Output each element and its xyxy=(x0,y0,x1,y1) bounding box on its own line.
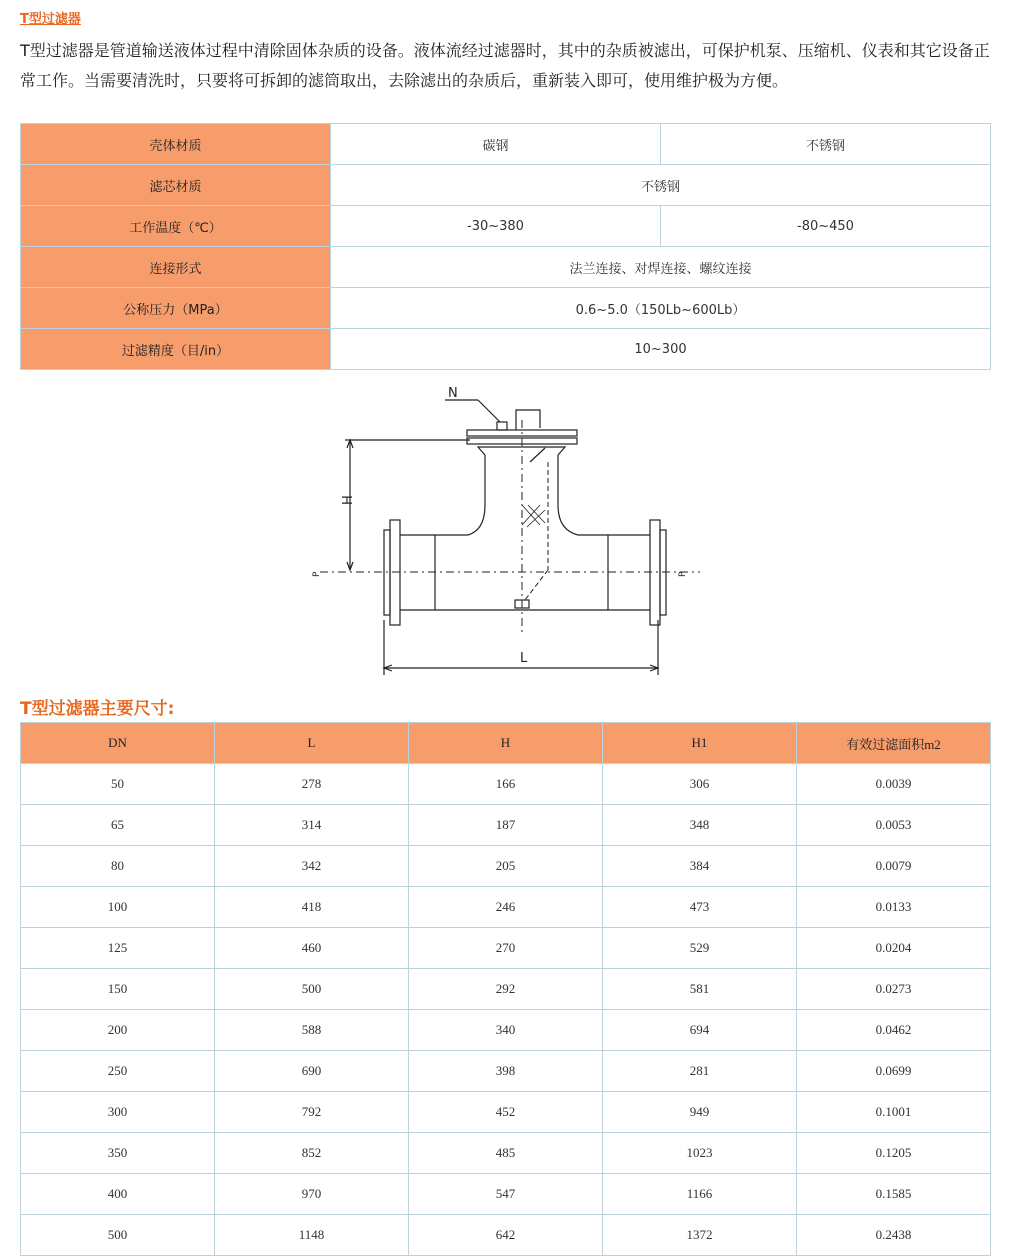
table-cell: 342 xyxy=(215,846,409,887)
column-header: DN xyxy=(21,723,215,764)
table-cell: 452 xyxy=(409,1092,603,1133)
table-cell: 0.1205 xyxy=(797,1133,991,1174)
spec-value: 碳钢 xyxy=(331,124,661,165)
table-cell: 588 xyxy=(215,1010,409,1051)
table-cell: 1148 xyxy=(215,1215,409,1256)
table-row xyxy=(21,764,991,805)
table-cell: 166 xyxy=(409,764,603,805)
table-cell: 694 xyxy=(603,1010,797,1051)
table-row xyxy=(21,928,991,969)
table-cell: 400 xyxy=(21,1174,215,1215)
table-cell: 1023 xyxy=(603,1133,797,1174)
table-cell: 690 xyxy=(215,1051,409,1092)
table-cell: 0.0462 xyxy=(797,1010,991,1051)
table-row xyxy=(21,887,991,928)
table-row xyxy=(21,1215,991,1256)
table-row xyxy=(21,1010,991,1051)
table-cell: 340 xyxy=(409,1010,603,1051)
table-cell: 50 xyxy=(21,764,215,805)
spec-row-shell xyxy=(21,124,991,165)
table-cell: 1166 xyxy=(603,1174,797,1215)
spec-value: -30~380 xyxy=(331,206,661,247)
table-cell: 529 xyxy=(603,928,797,969)
spec-label: 公称压力（MPa） xyxy=(21,288,331,329)
body-right-curve xyxy=(558,455,608,535)
table-cell: 292 xyxy=(409,969,603,1010)
table-cell: 0.1001 xyxy=(797,1092,991,1133)
table-cell: 281 xyxy=(603,1051,797,1092)
body-left-curve xyxy=(435,455,485,535)
table-cell: 0.0204 xyxy=(797,928,991,969)
spec-row-filter xyxy=(21,165,991,206)
table-row xyxy=(21,1051,991,1092)
table-cell: 642 xyxy=(409,1215,603,1256)
dimensions-table xyxy=(20,722,991,1256)
table-cell: 473 xyxy=(603,887,797,928)
table-row xyxy=(21,805,991,846)
intro-paragraph: T型过滤器是管道输送液体过程中清除固体杂质的设备。液体流经过滤器时，其中的杂质被滤出，可保护机泵、压缩机、仪表和其它设备正常工作。当需要清洗时，只要将可拆卸的滤筒取出，去除滤出的杂质后，重新装入即可，使用维护极为方便。 xyxy=(20,41,990,90)
table-cell: 80 xyxy=(21,846,215,887)
table-cell: 547 xyxy=(409,1174,603,1215)
label-flow-right: P xyxy=(678,571,688,577)
table-cell: 485 xyxy=(409,1133,603,1174)
table-cell: 150 xyxy=(21,969,215,1010)
spec-row-pressure xyxy=(21,288,991,329)
table-cell: 300 xyxy=(21,1092,215,1133)
spec-value: 不锈钢 xyxy=(331,165,991,206)
spec-value: 法兰连接、对焊连接、螺纹连接 xyxy=(331,247,991,288)
table-row xyxy=(21,846,991,887)
label-n: N xyxy=(448,386,458,401)
table-cell: 970 xyxy=(215,1174,409,1215)
table-cell: 270 xyxy=(409,928,603,969)
table-cell: 278 xyxy=(215,764,409,805)
table-cell: 0.0039 xyxy=(797,764,991,805)
table-cell: 100 xyxy=(21,887,215,928)
spec-table xyxy=(20,123,991,370)
spec-label: 连接形式 xyxy=(21,247,331,288)
n-leader xyxy=(478,400,500,422)
table-cell: 460 xyxy=(215,928,409,969)
table-cell: 852 xyxy=(215,1133,409,1174)
table-cell: 187 xyxy=(409,805,603,846)
table-cell: 0.2438 xyxy=(797,1215,991,1256)
table-row xyxy=(21,969,991,1010)
table-cell: 0.0053 xyxy=(797,805,991,846)
table-cell: 949 xyxy=(603,1092,797,1133)
dimensions-header-row xyxy=(21,723,991,764)
column-header: L xyxy=(215,723,409,764)
table-cell: 1372 xyxy=(603,1215,797,1256)
table-cell: 384 xyxy=(603,846,797,887)
table-row xyxy=(21,1174,991,1215)
spec-value: -80~450 xyxy=(661,206,991,247)
spec-label: 滤芯材质 xyxy=(21,165,331,206)
table-cell: 350 xyxy=(21,1133,215,1174)
spec-label: 壳体材质 xyxy=(21,124,331,165)
label-l: L xyxy=(520,651,528,666)
table-cell: 246 xyxy=(409,887,603,928)
table-cell: 500 xyxy=(21,1215,215,1256)
table-cell: 0.0273 xyxy=(797,969,991,1010)
vent-plug xyxy=(497,422,507,430)
spec-row-precision xyxy=(21,329,991,370)
table-cell: 398 xyxy=(409,1051,603,1092)
table-cell: 200 xyxy=(21,1010,215,1051)
table-cell: 205 xyxy=(409,846,603,887)
table-cell: 0.0133 xyxy=(797,887,991,928)
table-cell: 0.0699 xyxy=(797,1051,991,1092)
label-flow-left: P xyxy=(312,571,322,577)
column-header: H xyxy=(409,723,603,764)
table-cell: 125 xyxy=(21,928,215,969)
t-filter-diagram xyxy=(300,378,720,683)
filter-insert xyxy=(530,448,545,462)
table-cell: 348 xyxy=(603,805,797,846)
table-cell: 500 xyxy=(215,969,409,1010)
spec-value: 0.6~5.0（150Lb~600Lb） xyxy=(331,288,991,329)
table-row xyxy=(21,1092,991,1133)
spec-row-temperature xyxy=(21,206,991,247)
spec-value: 不锈钢 xyxy=(661,124,991,165)
column-header: H1 xyxy=(603,723,797,764)
table-cell: 250 xyxy=(21,1051,215,1092)
table-row xyxy=(21,1133,991,1174)
spec-label: 工作温度（℃） xyxy=(21,206,331,247)
column-header: 有效过滤面积m2 xyxy=(797,723,991,764)
dimensions-title: T型过滤器主要尺寸: xyxy=(20,699,175,719)
table-cell: 0.0079 xyxy=(797,846,991,887)
page-title[interactable]: T型过滤器 xyxy=(20,12,81,27)
table-cell: 306 xyxy=(603,764,797,805)
table-cell: 314 xyxy=(215,805,409,846)
table-cell: 65 xyxy=(21,805,215,846)
table-cell: 0.1585 xyxy=(797,1174,991,1215)
spec-label: 过滤精度（目/in） xyxy=(21,329,331,370)
spec-row-connection xyxy=(21,247,991,288)
table-cell: 581 xyxy=(603,969,797,1010)
table-cell: 418 xyxy=(215,887,409,928)
handle xyxy=(516,410,540,430)
table-cell: 792 xyxy=(215,1092,409,1133)
spec-value: 10~300 xyxy=(331,329,991,370)
label-h: H xyxy=(341,495,356,505)
